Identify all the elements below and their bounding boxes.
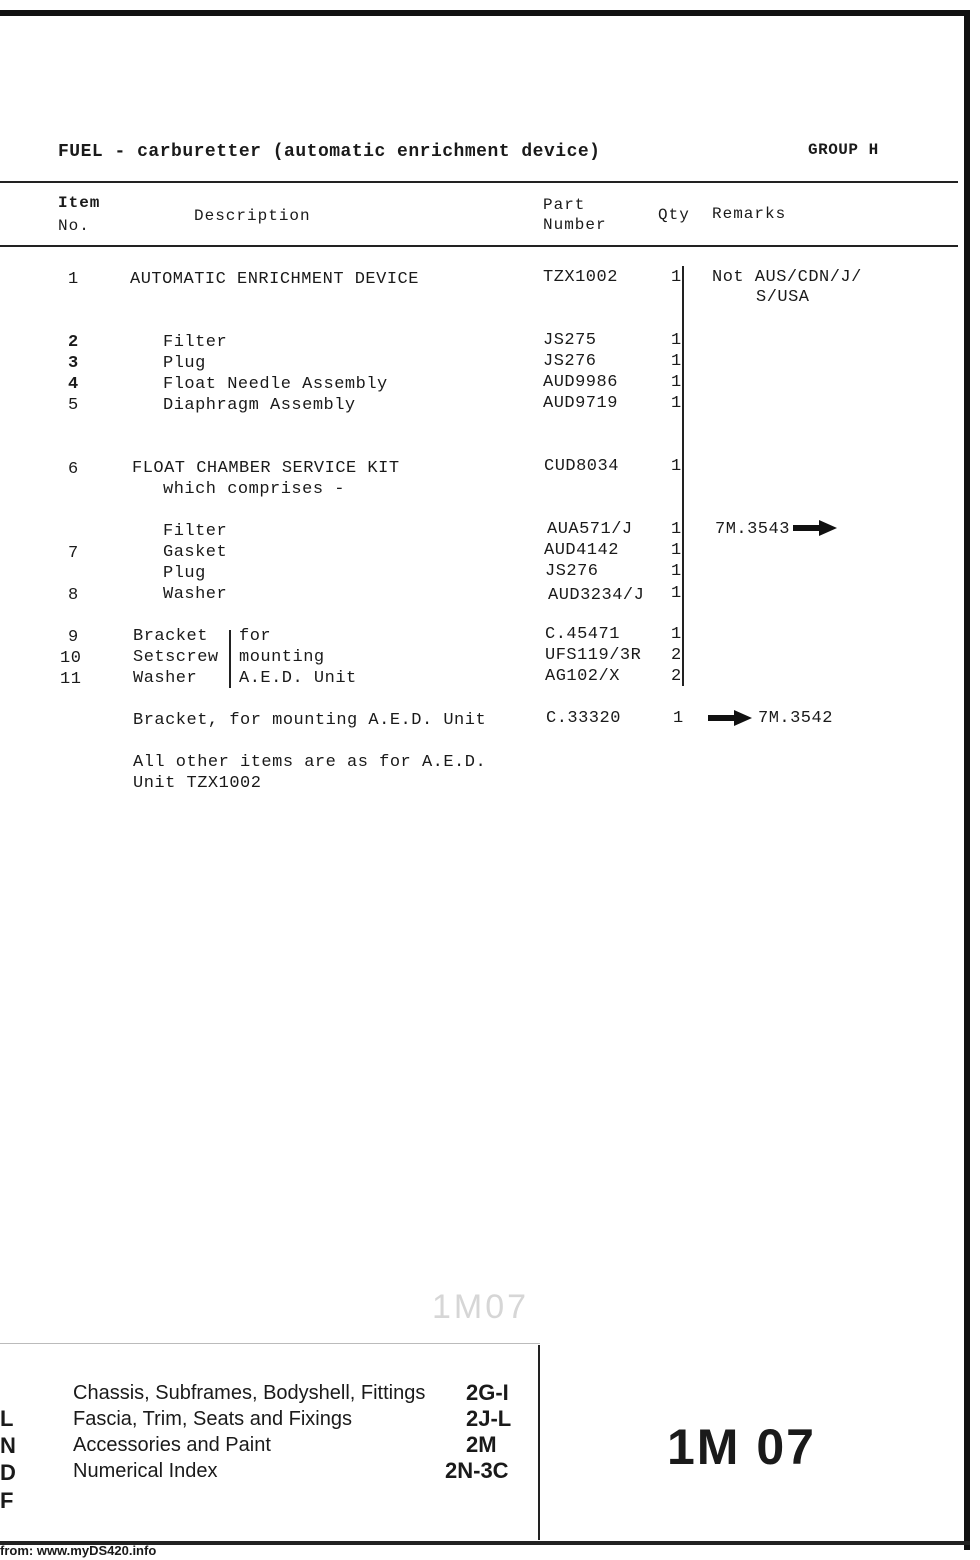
page-title: FUEL - carburetter (automatic enrichment device): [58, 142, 601, 162]
item-description: Float Needle Assembly: [163, 375, 388, 394]
item-note: A.E.D. Unit: [239, 669, 357, 688]
item-number: 3: [68, 354, 79, 373]
quantity: 2: [671, 646, 682, 665]
item-number: 2: [68, 333, 79, 352]
item-note: mounting: [239, 648, 325, 667]
remark: 7M.3542: [758, 709, 833, 728]
part-number: AUD9719: [543, 394, 618, 413]
index-label: Numerical Index: [73, 1460, 218, 1482]
item-description: Setscrew: [133, 648, 219, 667]
part-number: C.45471: [545, 625, 620, 644]
item-description: Plug: [163, 354, 206, 373]
item-description: Plug: [163, 564, 206, 583]
item-description: Diaphragm Assembly: [163, 396, 356, 415]
index-code: 2J-L: [466, 1406, 512, 1431]
item-description: Washer: [163, 585, 228, 604]
part-number: C.33320: [546, 709, 621, 728]
item-description: FLOAT CHAMBER SERVICE KIT: [132, 459, 400, 478]
header-rule-top: [0, 181, 958, 183]
item-number: 11: [60, 670, 82, 689]
quantity: 1: [671, 541, 682, 560]
index-letter: L: [0, 1406, 14, 1431]
remark: 7M.3543: [715, 520, 790, 539]
part-number: JS276: [543, 352, 597, 371]
index-code: 2M: [466, 1432, 497, 1457]
col-qty: Qty: [658, 206, 690, 224]
item-number: 8: [68, 586, 79, 605]
quantity: 1: [671, 331, 682, 350]
index-top-rule: [0, 1343, 540, 1344]
quantity: 1: [671, 584, 682, 603]
part-number: UFS119/3R: [545, 646, 642, 665]
quantity: 1: [671, 562, 682, 581]
remark: Not AUS/CDN/J/: [712, 268, 862, 287]
arrow-right-icon: [793, 520, 837, 536]
part-number: AUD9986: [543, 373, 618, 392]
item-description: Filter: [163, 522, 228, 541]
index-letter: D: [0, 1460, 16, 1485]
part-number: AUD3234/J: [548, 586, 645, 605]
quantity: 1: [671, 373, 682, 392]
item-description: Washer: [133, 669, 198, 688]
item-number: 1: [68, 270, 79, 289]
item-description: Bracket, for mounting A.E.D. Unit: [133, 711, 487, 730]
faint-stamp: 1M07: [432, 1288, 530, 1326]
sheet-id: 1M 07: [667, 1419, 816, 1475]
header-rule-bottom: [0, 245, 958, 247]
quantity: 1: [671, 394, 682, 413]
col-part-line2: Number: [543, 216, 607, 234]
bracket-rule: [229, 630, 231, 688]
part-number: AG102/X: [545, 667, 620, 686]
item-number: 7: [68, 544, 79, 563]
index-code: 2G-I: [466, 1380, 509, 1405]
item-note: for: [239, 627, 272, 646]
quantity: 1: [671, 268, 682, 287]
col-item-line1: Item: [58, 194, 101, 212]
col-remarks: Remarks: [712, 205, 787, 223]
index-label: Chassis, Subframes, Bodyshell, Fittings: [73, 1382, 426, 1404]
part-number: CUD8034: [544, 457, 619, 476]
item-number: 5: [68, 396, 79, 415]
index-code: 2N-3C: [445, 1458, 509, 1483]
col-item-line2: No.: [58, 217, 90, 235]
part-number: JS276: [545, 562, 599, 581]
item-description: Bracket: [133, 627, 208, 646]
item-number: 9: [68, 628, 79, 647]
part-number: JS275: [543, 331, 597, 350]
part-number: TZX1002: [543, 268, 618, 287]
index-label: Fascia, Trim, Seats and Fixings: [73, 1408, 352, 1430]
index-divider: [538, 1345, 540, 1540]
item-number: 6: [68, 460, 79, 479]
item-description: Filter: [163, 333, 228, 352]
note-line-1: All other items are as for A.E.D.: [133, 753, 487, 772]
remark: S/USA: [756, 288, 810, 307]
source-url: from: www.myDS420.info: [0, 1543, 157, 1558]
item-description: AUTOMATIC ENRICHMENT DEVICE: [130, 270, 419, 289]
quantity: 1: [671, 520, 682, 539]
index-letter: N: [0, 1433, 16, 1458]
part-number: AUA571/J: [547, 520, 633, 539]
arrow-right-icon: [708, 710, 752, 726]
col-part-line1: Part: [543, 196, 586, 214]
group-label: GROUP H: [808, 141, 879, 159]
page-border-right: [964, 10, 970, 1550]
part-number: AUD4142: [544, 541, 619, 560]
quantity: 1: [671, 352, 682, 371]
qty-column-rule: [682, 266, 684, 686]
quantity: 1: [671, 625, 682, 644]
item-number: 10: [60, 649, 82, 668]
quantity: 1: [673, 709, 684, 728]
quantity: 2: [671, 667, 682, 686]
col-description: Description: [194, 207, 311, 225]
item-description-continued: which comprises -: [163, 480, 345, 499]
quantity: 1: [671, 457, 682, 476]
page-border-top: [0, 10, 970, 16]
note-line-2: Unit TZX1002: [133, 774, 262, 793]
item-description: Gasket: [163, 543, 228, 562]
index-label: Accessories and Paint: [73, 1434, 271, 1456]
index-letter: F: [0, 1488, 14, 1513]
item-number: 4: [68, 375, 79, 394]
